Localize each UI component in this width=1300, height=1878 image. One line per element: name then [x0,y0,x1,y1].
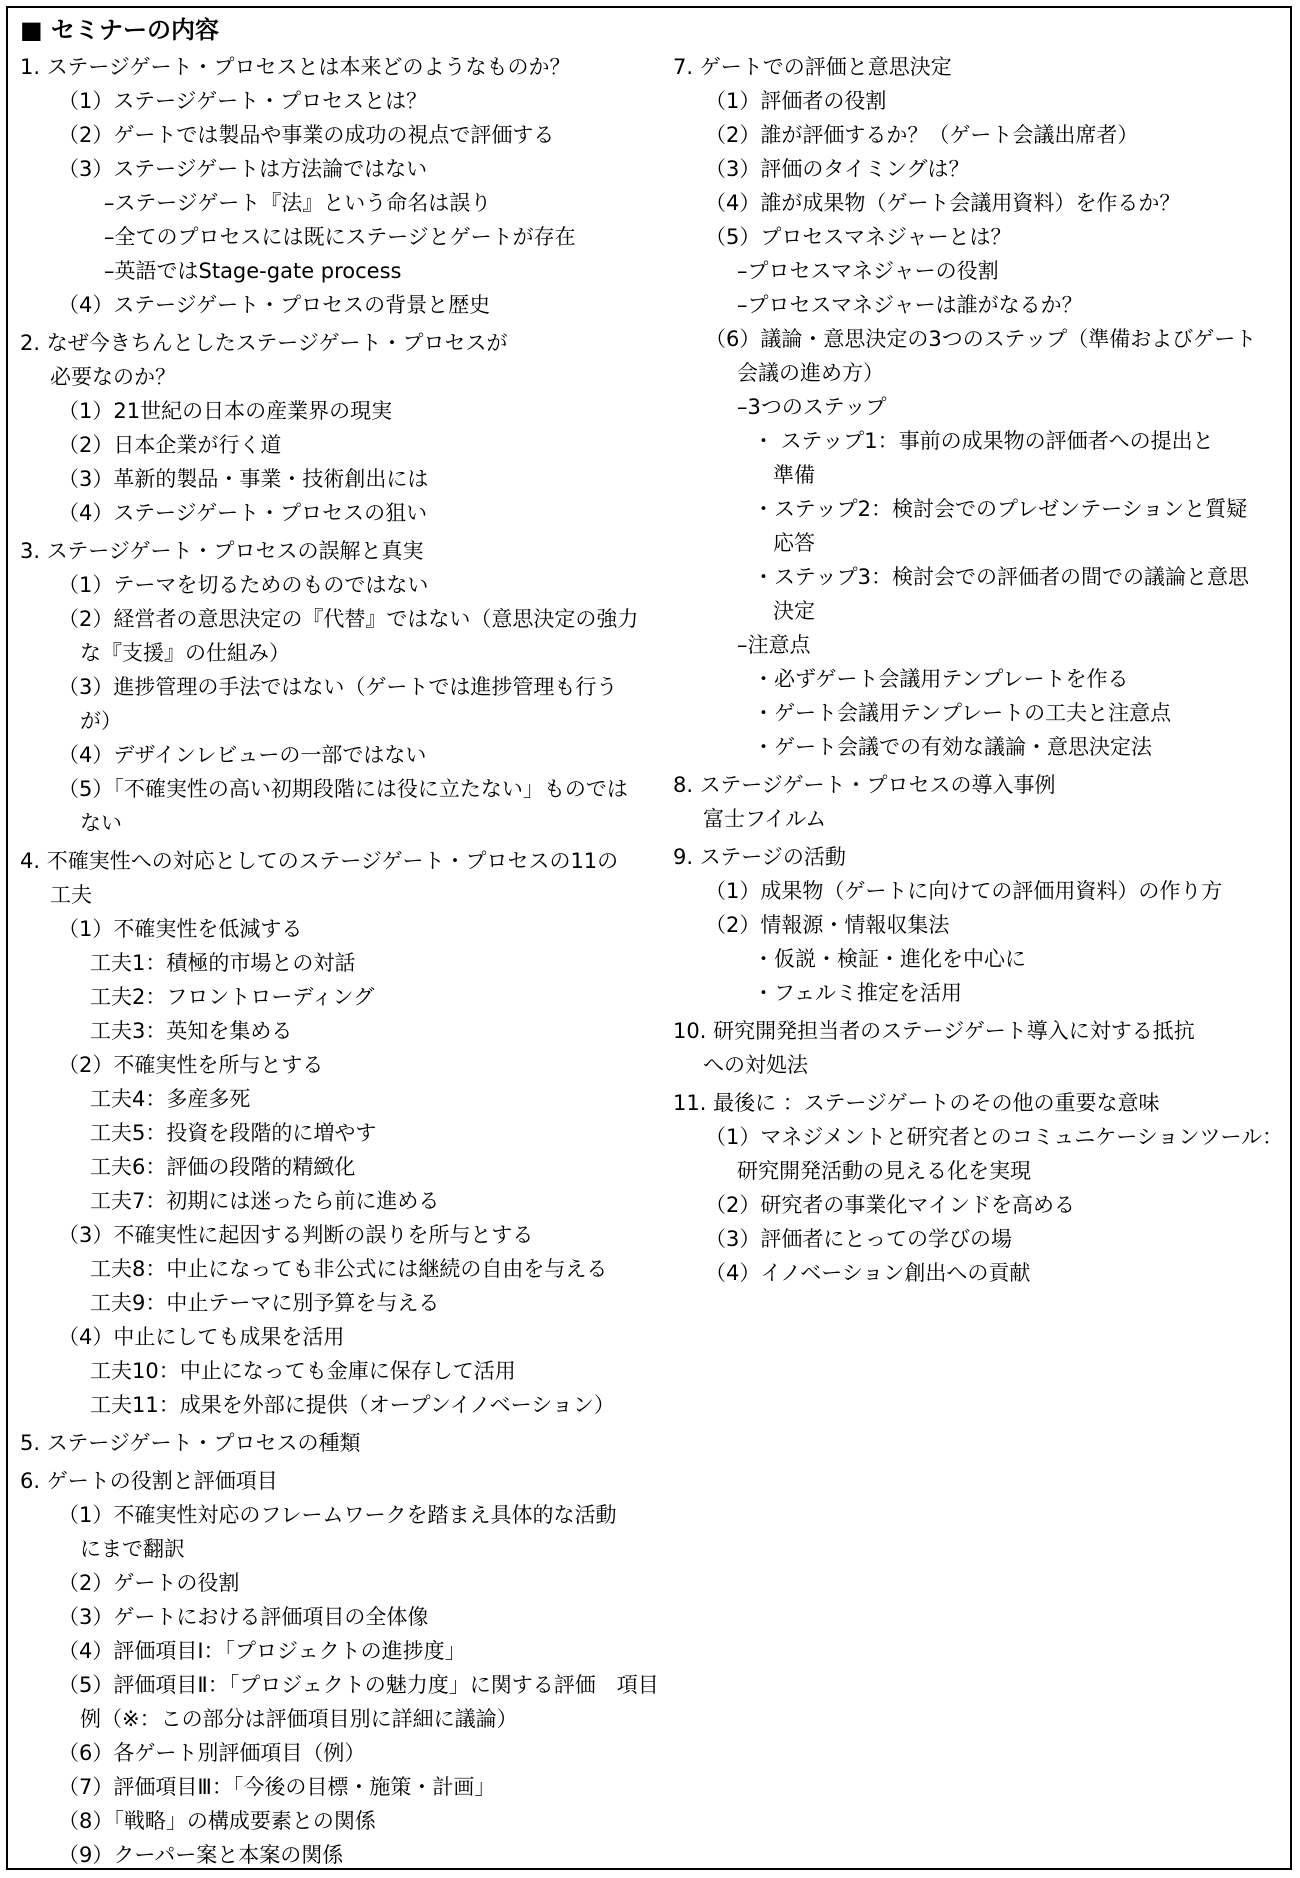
outline-line: （1）マネジメントと研究者とのコミュニケーションツール： [705,1125,1284,1149]
outline-line: –プロセスマネジャーの役割 [737,259,999,283]
outline-line: （3）ゲートにおける評価項目の全体像 [58,1605,429,1629]
outline-line: –3つのステップ [737,395,887,419]
outline-line: ・必ずゲート会議用テンプレートを作る [753,667,1129,691]
outline-line: （4）ステージゲート・プロセスの狙い [58,501,428,525]
outline-line: 必要なのか？ [50,365,176,389]
outline-line: （2）不確実性を所与とする [58,1053,324,1077]
outline-line: （3）不確実性に起因する判断の誤りを所与とする [58,1223,534,1247]
outline-line: （1）成果物（ゲートに向けての評価用資料）の作り方 [705,879,1223,903]
outline-line: 工夫9：中止テーマに別予算を与える [90,1291,440,1315]
outline-line: 5. ステージゲート・プロセスの種類 [20,1431,361,1455]
outline-line: （1）ステージゲート・プロセスとは？ [58,89,428,113]
outline-line: 工夫7：初期には迷ったら前に進める [90,1189,440,1213]
outline-line: ・仮説・検証・進化を中心に [753,947,1026,971]
seminar-content-box [6,6,1292,1870]
right-column [673,50,1288,1290]
outline-line: ・フェルミ推定を活用 [753,981,962,1005]
outline-line: な『支援』の仕組み） [80,641,290,665]
outline-line: （2）研究者の事業化マインドを高める [705,1193,1075,1217]
outline-line: ・ステップ2：検討会でのプレゼンテーションと質疑 [753,497,1248,521]
outline-line: が） [80,709,122,733]
outline-line: （6）各ゲート別評価項目（例） [58,1741,366,1765]
outline-line: 4. 不確実性への対応としてのステージゲート・プロセスの11の [20,849,619,873]
outline-line: 工夫4：多産多死 [90,1087,251,1111]
outline-line: （7）評価項目Ⅲ：「今後の目標・施策・計画」 [58,1775,496,1799]
outline-line: 8. ステージゲート・プロセスの導入事例 [673,773,1056,797]
outline-line: （2）ゲートでは製品や事業の成功の視点で評価する [58,123,555,147]
outline-line: 工夫10：中止になっても金庫に保存して活用 [90,1359,516,1383]
outline-line: 富士フイルム [703,807,827,831]
outline-line: 研究開発活動の見える化を実現 [737,1159,1031,1183]
outline-line: （2）ゲートの役割 [58,1571,240,1595]
outline-line: 例（※：この部分は評価項目別に詳細に議論） [80,1707,518,1731]
outline-line: （8）「戦略」の構成要素との関係 [58,1809,376,1833]
outline-line: （4）デザインレビューの一部ではない [58,743,427,767]
outline-line: 準備 [773,463,815,487]
outline-line: 工夫8：中止になっても非公式には継続の自由を与える [90,1257,608,1281]
outline-line: （1）不確実性を低減する [58,917,303,941]
outline-line: （4）誰が成果物（ゲート会議用資料）を作るか？ [705,191,1181,215]
outline-line: 3. ステージゲート・プロセスの誤解と真実 [20,539,424,563]
outline-line: 9. ステージの活動 [673,845,846,869]
outline-line: ・ ステップ1：事前の成果物の評価者への提出と [753,429,1214,453]
outline-line: ・ステップ3：検討会での評価者の間での議論と意思 [753,565,1249,589]
outline-line: （5）評価項目Ⅱ：「プロジェクトの魅力度」に関する評価 項目 [58,1673,659,1697]
outline-line: 2. なぜ今きちんとしたステージゲート・プロセスが [20,331,508,355]
outline-line: （3）評価のタイミングは？ [705,157,970,181]
outline-line: （2）経営者の意思決定の『代替』ではない（意思決定の強力 [58,607,639,631]
outline-line: にまで翻訳 [80,1537,185,1561]
outline-line: ・ゲート会議用テンプレートの工夫と注意点 [753,701,1172,725]
outline-line: 応答 [773,531,815,555]
outline-line: 工夫6：評価の段階的精緻化 [90,1155,356,1179]
outline-line: –ステージゲート『法』という命名は誤り [104,191,492,215]
outline-line: 会議の進め方） [737,361,884,385]
outline-line: （1）テーマを切るためのものではない [58,573,429,597]
outline-line: 10. 研究開発担当者のステージゲート導入に対する抵抗 [673,1019,1195,1043]
outline-line: （6）議論・意思決定の3つのステップ（準備およびゲート [705,327,1257,351]
outline-line: 1. ステージゲート・プロセスとは本来どのようなものか？ [20,55,571,79]
outline-line: （3）進捗管理の手法ではない（ゲートでは進捗管理も行う [58,675,618,699]
outline-line: 工夫5：投資を段階的に増やす [90,1121,377,1145]
outline-line: （1）21世紀の日本の産業界の現実 [58,399,393,423]
outline-line: 決定 [773,599,815,623]
outline-line: 7. ゲートでの評価と意思決定 [673,55,952,79]
outline-line: 工夫 [50,883,92,907]
outline-line: （5）「不確実性の高い初期段階には役に立たない」ものでは [58,777,628,801]
outline-line: （4）イノベーション創出への貢献 [705,1261,1031,1285]
outline-line: 工夫1：積極的市場との対話 [90,951,356,975]
outline-line: –英語ではStage-gate process [104,259,402,283]
outline-line: （2）日本企業が行く道 [58,433,282,457]
outline-line: への対処法 [703,1053,808,1077]
outline-line: （4）中止にしても成果を活用 [58,1325,345,1349]
outline-line: （4）評価項目Ⅰ：「プロジェクトの進捗度」 [58,1639,466,1663]
outline-line: 11. 最後に ：ステージゲートのその他の重要な意味 [673,1091,1160,1115]
outline-line: ・ゲート会議での有効な議論・意思決定法 [753,735,1152,759]
outline-line: （2）誰が評価するか？（ゲート会議出席者） [705,123,1139,147]
outline-line: （2）情報源・情報収集法 [705,913,950,937]
outline-line: （1）不確実性対応のフレームワークを踏まえ具体的な活動 [58,1503,617,1527]
outline-line: 工夫11：成果を外部に提供（オープンイノベーション） [90,1393,615,1417]
outline-line: ない [80,811,122,835]
outline-line: –全てのプロセスには既にステージとゲートが存在 [104,225,576,249]
outline-line: 工夫2：フロントローディング [90,985,375,1009]
outline-line: （3）評価者にとっての学びの場 [705,1227,1012,1251]
section-title: ■ セミナーの内容 [20,16,220,44]
outline-line: （9）クーパー案と本案の関係 [58,1843,344,1867]
outline-line: 工夫3：英知を集める [90,1019,293,1043]
outline-line: –注意点 [737,633,811,657]
left-column [20,50,670,1872]
outline-line: （5）プロセスマネジャーとは？ [705,225,1012,249]
outline-line: –プロセスマネジャーは誰がなるか？ [737,293,1083,317]
outline-line: （4）ステージゲート・プロセスの背景と歴史 [58,293,491,317]
outline-line: 6. ゲートの役割と評価項目 [20,1469,278,1493]
outline-line: （3）革新的製品・事業・技術創出には [58,467,429,491]
outline-line: （3）ステージゲートは方法論ではない [58,157,428,181]
outline-line: （1）評価者の役割 [705,89,887,113]
